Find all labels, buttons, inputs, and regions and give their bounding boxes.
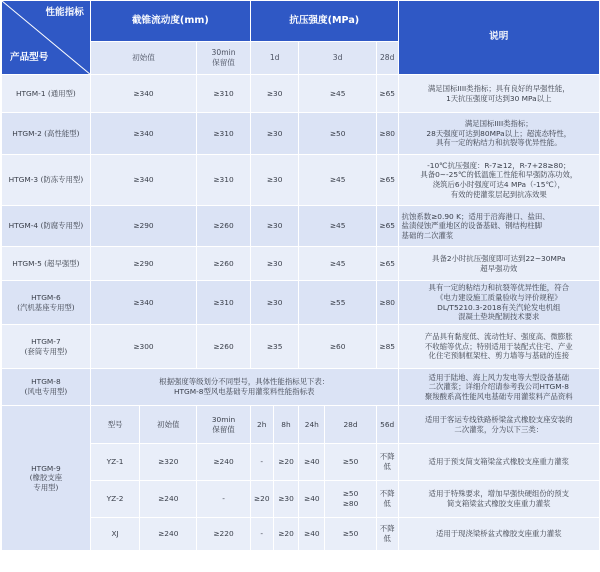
hold30-cell: ≥310 [197,281,251,325]
description-cell: 满足国标IIII类指标； 28天强度可达到80MPa以上；超流态特性， 具有一定的粘结力和抗裂等优异性能。 [398,113,599,155]
htgm9-head-description: 适用于客运专线铁路桥梁盆式橡胶支座安装的 二次灌浆，分为以下三类： [398,406,599,444]
description-cell: 抗蚀系数≥0.90 K；适用于沿海港口、盐田、 盐渍侵蚀严重地区的设备基础、钢结构柱脚 基础的二次灌浆 [398,206,599,247]
h8-cell: ≥30 [273,481,299,518]
model-cell: HTGM-9 (橡胶支座 专用型) [2,406,91,551]
d3-cell: ≥45 [299,155,376,206]
htgm9-24h-header: 24h [299,406,325,444]
header-28d: 28d [376,42,398,75]
table-row [2,481,600,518]
table-row [2,281,600,325]
initial-cell: ≥290 [90,206,196,247]
table-row [2,247,600,281]
initial-cell: ≥300 [90,325,196,369]
table-row [2,444,600,481]
table-row [2,369,600,406]
hold30-cell: ≥260 [197,325,251,369]
description-cell: 具备2小时抗压强度即可达到22~30MPa 超早强功效 [398,247,599,281]
htgm9-56d-header: 56d [376,406,398,444]
d28-cell: ≥65 [376,155,398,206]
description-cell: 具有一定的粘结力和抗裂等优异性能，符合 《电力建设施工质量验收与评价规程》 DL/T5210.3-2018有关汽轮发电机组 混凝土垫块配制技术要求 [398,281,599,325]
d3-cell: ≥60 [299,325,376,369]
model-cell: HTGM-3 (防冻专用型) [2,155,91,206]
d3-cell: ≥45 [299,75,376,113]
description-cell: 产品具有黏度低、流动性好、强度高、微膨胀 不收缩等优点；特别适用于装配式住宅、产业 化住宅预制框架柱、剪力墙等与基础的连接 [398,325,599,369]
description-cell: 适用于陆地、海上风力发电等大型设备基础 二次灌浆；详细介绍请参考我公司HTGM-8 聚羧酸系高性能风电基础专用灌浆料产品资料 [398,369,599,406]
d28-cell: ≥80 [376,113,398,155]
initial-cell: ≥340 [90,155,196,206]
header-row-main [2,1,600,42]
product-spec-table [1,0,600,551]
d28-cell: ≥50 [325,518,377,551]
d56-cell: 不降低 [376,444,398,481]
header-compressive-strength: 抗压强度(MPa) [250,1,398,42]
description-cell: 适用于预支简支箱梁盆式橡胶支座重力灌浆 [398,444,599,481]
d1-cell: ≥30 [250,206,299,247]
d1-cell: ≥30 [250,281,299,325]
h24-cell: ≥40 [299,444,325,481]
initial-cell: ≥240 [140,518,197,551]
d3-cell: ≥45 [299,247,376,281]
htgm9-type-header: 型号 [90,406,140,444]
type-cell: YZ-2 [90,481,140,518]
initial-cell: ≥320 [140,444,197,481]
table-row [2,325,600,369]
d28-cell: ≥65 [376,206,398,247]
d3-cell: ≥55 [299,281,376,325]
d1-cell: ≥30 [250,155,299,206]
hold30-cell: ≥310 [197,155,251,206]
initial-cell: ≥340 [90,281,196,325]
table-row [2,155,600,206]
d28-cell: ≥65 [376,247,398,281]
htgm9-hold30-header: 30min 保留值 [197,406,251,444]
d28-cell: ≥65 [376,75,398,113]
header-3d: 3d [299,42,376,75]
description-cell: 适用于现浇梁桥盆式橡胶支座重力灌浆 [398,518,599,551]
hold30-cell: ≥240 [197,444,251,481]
merged-note-cell: 根据强度等级划分不同型号，具体性能指标见下表： HTGM-8型风电基础专用灌浆料性能指标表 [90,369,398,406]
hold30-cell: ≥260 [197,247,251,281]
h2-cell: ≥20 [250,481,273,518]
h8-cell: ≥20 [273,444,299,481]
header-initial-value: 初始值 [90,42,196,75]
h2-cell: - [250,444,273,481]
hold30-cell: ≥220 [197,518,251,551]
model-cell: HTGM-5 (超早强型) [2,247,91,281]
h8-cell: ≥20 [273,518,299,551]
model-cell: HTGM-4 (防腐专用型) [2,206,91,247]
description-cell: 适用于特殊要求，增加早强快硬组份的预支 简支箱梁盆式橡胶支座重力灌浆 [398,481,599,518]
d56-cell: 不降低 [376,481,398,518]
htgm9-8h-header: 8h [273,406,299,444]
d28-cell: ≥85 [376,325,398,369]
initial-cell: ≥340 [90,113,196,155]
hold30-cell: ≥260 [197,206,251,247]
d28-cell: ≥80 [376,281,398,325]
header-performance-index: 性能指标 [45,7,84,18]
header-product-model: 产品型号 [10,51,49,63]
model-cell: HTGM-6 (汽机基座专用型) [2,281,91,325]
header-corner-cell [2,1,91,75]
d56-cell: 不降低 [376,518,398,551]
initial-cell: ≥340 [90,75,196,113]
initial-cell: ≥290 [90,247,196,281]
htgm9-header-row [2,406,600,444]
d1-cell: ≥30 [250,113,299,155]
header-remark: 说明 [398,1,599,75]
hold30-cell: ≥310 [197,113,251,155]
header-1d: 1d [250,42,299,75]
d1-cell: ≥35 [250,325,299,369]
model-cell: HTGM-8 (风电专用型) [2,369,91,406]
d3-cell: ≥50 [299,113,376,155]
model-cell: HTGM-1 (通用型) [2,75,91,113]
type-cell: XJ [90,518,140,551]
htgm9-28d-header: 28d [325,406,377,444]
model-cell: HTGM-7 (套筒专用型) [2,325,91,369]
model-cell: HTGM-2 (高性能型) [2,113,91,155]
d1-cell: ≥30 [250,75,299,113]
header-30min-hold: 30min 保留值 [197,42,251,75]
table-row [2,518,600,551]
initial-cell: ≥240 [140,481,197,518]
header-fluidity: 截锥流动度(mm) [90,1,250,42]
h2-cell: - [250,518,273,551]
htgm9-initial-header: 初始值 [140,406,197,444]
h24-cell: ≥40 [299,481,325,518]
table-row [2,206,600,247]
htgm9-2h-header: 2h [250,406,273,444]
type-cell: YZ-1 [90,444,140,481]
d1-cell: ≥30 [250,247,299,281]
h24-cell: ≥40 [299,518,325,551]
table-row [2,113,600,155]
description-cell: -10℃抗压强度：R-7≥12，R-7+28≥80； 具备0~-25℃的低温施工性能和早强防冻功效， 浇筑后6小时强度可达4 MPa（-15℃）， 有效的使灌浆层起到抗冻效果 [398,155,599,206]
hold30-cell: - [197,481,251,518]
hold30-cell: ≥310 [197,75,251,113]
d28-cell: ≥50 [325,444,377,481]
d3-cell: ≥45 [299,206,376,247]
d28-cell: ≥50 ≥80 [325,481,377,518]
table-row [2,75,600,113]
description-cell: 满足国标IIII类指标；具有良好的早强性能， 1天抗压强度可达到30 MPa以上 [398,75,599,113]
